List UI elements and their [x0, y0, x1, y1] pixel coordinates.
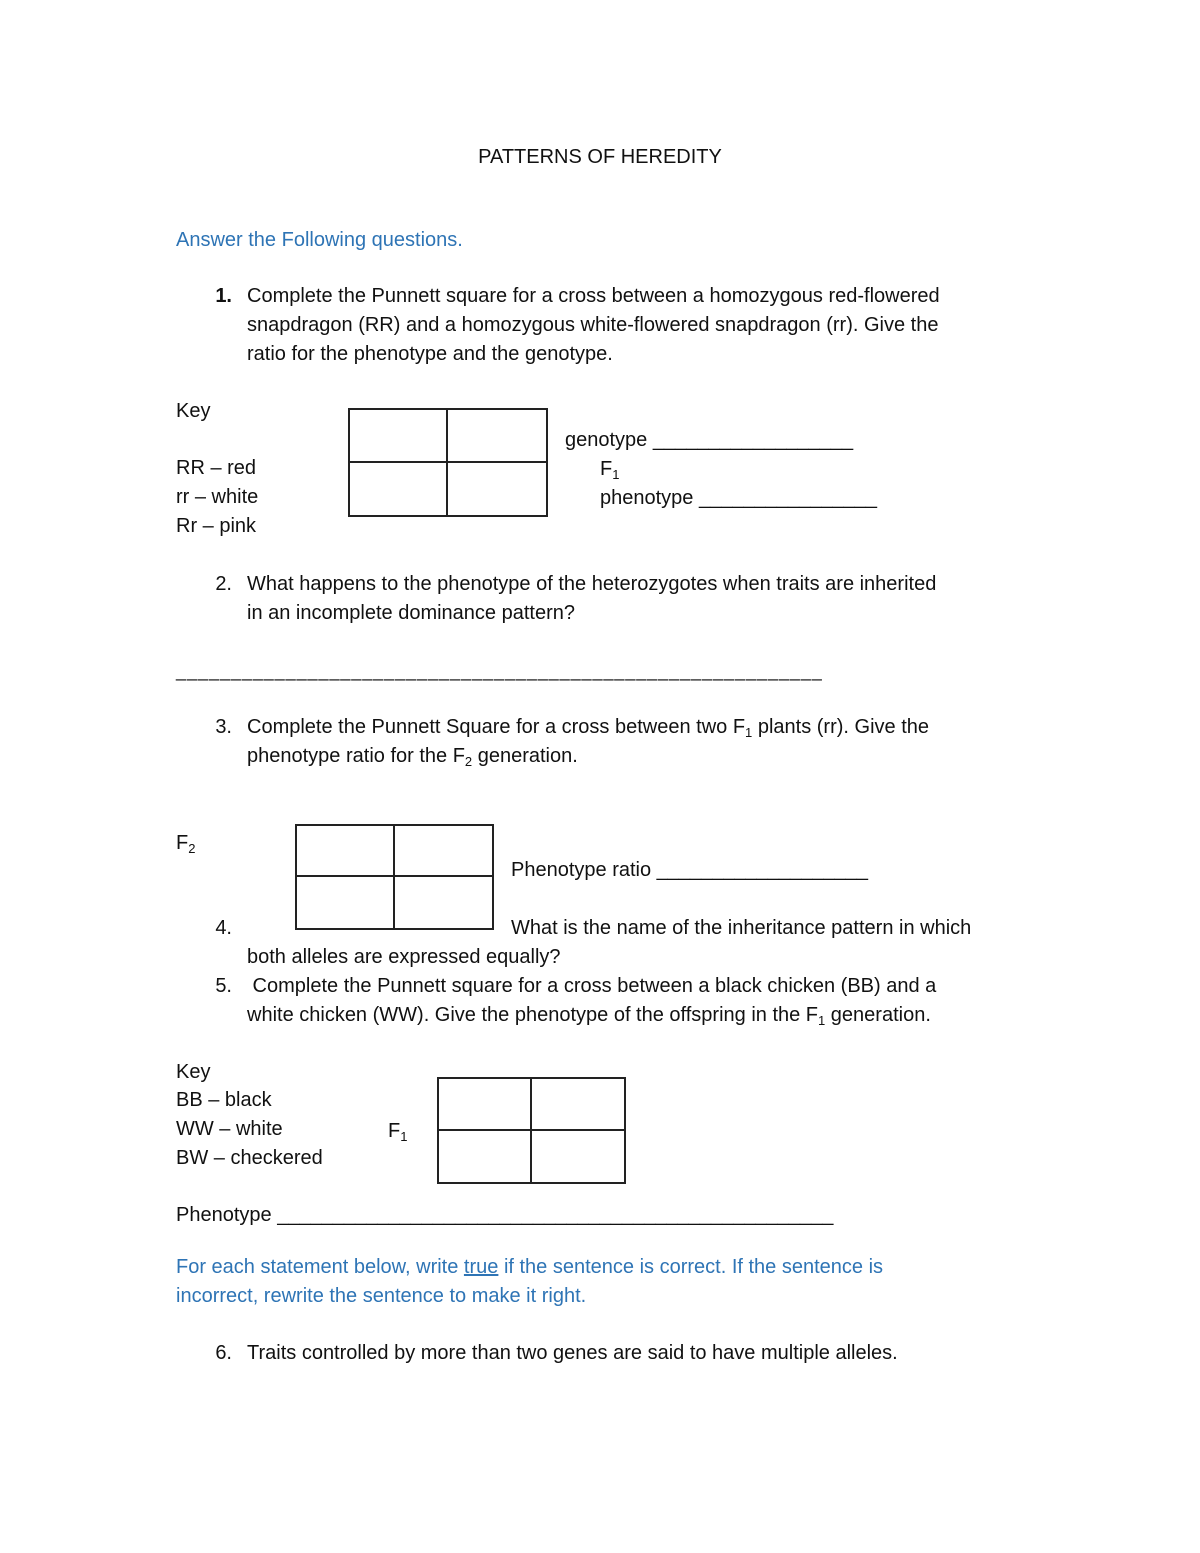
q4-line-1: What is the name of the inheritance pattern in which	[511, 917, 972, 939]
q5-key-item: BB – black	[176, 1089, 272, 1111]
punnett-cell[interactable]	[439, 1131, 532, 1183]
page-title: PATTERNS OF HEREDITY	[478, 146, 722, 168]
q3-ratio-row	[511, 856, 868, 885]
punnett-cell[interactable]	[297, 877, 395, 928]
phenotype-blank[interactable]: __________________________________________________	[277, 1204, 834, 1226]
q2-line-1: What happens to the phenotype of the heterozygotes when traits are inherited	[247, 573, 937, 595]
q2-number: 2.	[215, 573, 232, 595]
q5-line-2: white chicken (WW). Give the phenotype of the offspring in the $F_1$ generation.	[247, 1004, 931, 1028]
phenotype-label: Phenotype	[176, 1204, 272, 1226]
q1-line-3: ratio for the phenotype and the genotype.	[247, 343, 613, 365]
q5-phenotype-row	[176, 1201, 833, 1230]
q6-number: 6.	[215, 1342, 232, 1364]
section2-instruction-line-1: For each statement below, write true if the sentence is correct. If the sentence is	[176, 1256, 884, 1278]
q1-f1-label: $F_1$	[600, 458, 620, 482]
punnett-cell[interactable]	[532, 1079, 625, 1131]
punnett-cell[interactable]	[532, 1131, 625, 1183]
underlined-true: true	[463, 1256, 499, 1278]
q1-line-2: snapdragon (RR) and a homozygous white-flowered snapdragon (rr). Give the	[247, 314, 939, 336]
q1-punnett-square[interactable]	[348, 408, 548, 517]
punnett-cell[interactable]	[350, 463, 448, 516]
q3-line-1: Complete the Punnett Square for a cross between two $F_1$ plants (rr). Give the	[247, 716, 929, 740]
q1-key-label: Key	[176, 400, 211, 422]
q2-answer-line[interactable]: ___________________________________________________________	[176, 661, 823, 681]
q3-number: 3.	[215, 716, 232, 738]
q5-number: 5.	[215, 975, 232, 997]
punnett-cell[interactable]	[350, 410, 448, 463]
q5-f1-label: $F_1$	[388, 1120, 408, 1144]
q5-punnett-square[interactable]	[437, 1077, 626, 1184]
q6-text: Traits controlled by more than two genes are said to have multiple alleles.	[247, 1342, 898, 1364]
section2-instruction-line-2: incorrect, rewrite the sentence to make it right.	[176, 1285, 587, 1307]
q1-key-item: rr – white	[176, 486, 259, 508]
phenotype-blank[interactable]: ________________	[698, 487, 877, 509]
punnett-cell[interactable]	[448, 410, 546, 463]
genotype-label: genotype	[565, 429, 648, 451]
q5-key-label: Key	[176, 1061, 211, 1083]
q1-genotype-row	[565, 426, 853, 455]
q1-number: 1.	[215, 285, 232, 307]
q1-phenotype-row	[600, 484, 877, 513]
q1-line-1: Complete the Punnett square for a cross between a homozygous red-flowered	[247, 285, 940, 307]
punnett-cell[interactable]	[297, 826, 395, 877]
q5-key-item: BW – checkered	[176, 1147, 323, 1169]
q1-key-item: RR – red	[176, 457, 257, 479]
punnett-cell[interactable]	[448, 463, 546, 516]
q4-number: 4.	[215, 917, 232, 939]
punnett-cell[interactable]	[395, 877, 493, 928]
phenotype-label: phenotype	[600, 487, 694, 509]
punnett-cell[interactable]	[395, 826, 493, 877]
q5-key-item: WW – white	[176, 1118, 283, 1140]
q3-line-2: phenotype ratio for the $F_2$ generation.	[247, 745, 578, 769]
q5-line-1: Complete the Punnett square for a cross between a black chicken (BB) and a	[247, 975, 937, 997]
genotype-blank[interactable]: __________________	[652, 429, 854, 451]
section-instruction: Answer the Following questions.	[176, 229, 463, 251]
q1-key-item: Rr – pink	[176, 515, 257, 537]
phenotype-ratio-blank[interactable]: ___________________	[656, 859, 869, 881]
q2-line-2: in an incomplete dominance pattern?	[247, 602, 575, 624]
q3-f2-label: $F_2$	[176, 832, 196, 856]
q3-punnett-square[interactable]	[295, 824, 494, 930]
punnett-cell[interactable]	[439, 1079, 532, 1131]
q4-line-2: both alleles are expressed equally?	[247, 946, 561, 968]
phenotype-ratio-label: Phenotype ratio	[511, 859, 652, 881]
